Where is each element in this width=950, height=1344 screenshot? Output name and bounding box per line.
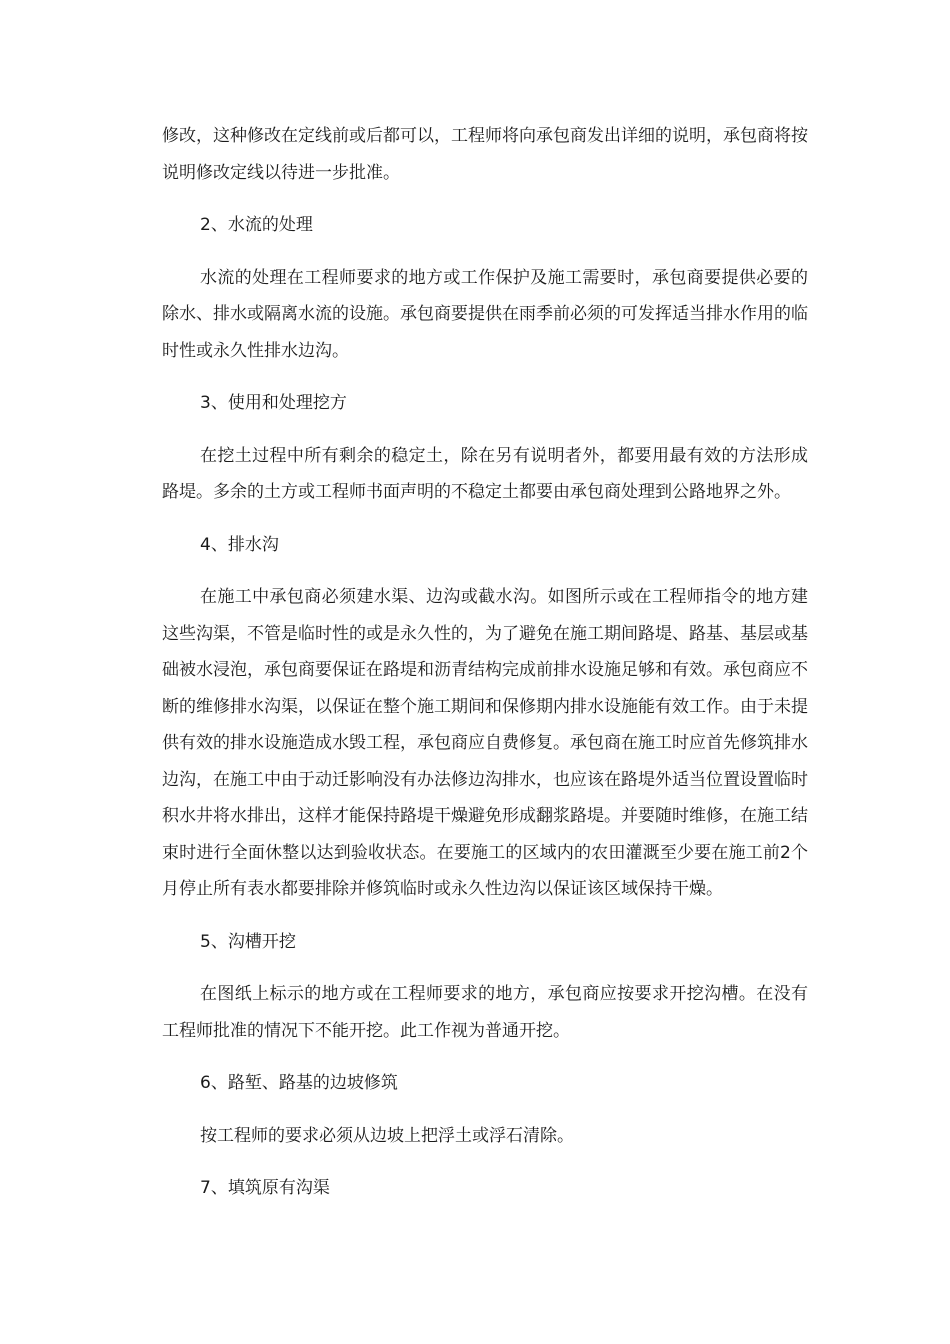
- paragraph-slope-finishing: 按工程师的要求必须从边坡上把浮土或浮石清除。: [200, 1125, 574, 1146]
- section-heading-7: 7、填筑原有沟渠: [200, 1178, 330, 1198]
- spacer: [162, 244, 808, 260]
- spacer: [162, 511, 808, 527]
- spacer: [162, 1049, 808, 1065]
- spacer: [162, 960, 808, 976]
- section-heading-3: 3、使用和处理挖方: [200, 393, 347, 413]
- section-heading-4: 4、排水沟: [200, 534, 279, 555]
- spacer: [162, 908, 808, 924]
- paragraph-drainage-ditch: 在施工中承包商必须建水渠、边沟或截水沟。如图所示或在工程师指令的地方建这些沟渠，不管是临时性的或是永久性的，为了避免在施工期间路堤、路基、基层或基础被水浸泡，承包商要保证在路堤和沥青结构完成前排水设施足够和有效。承包商应不断的维修排水沟渠，以保证在整个施工期间和保修期内排水设施能有效工作。由于未提供有效的排水设施造成水毁工程，承包商应自费修复。承包商在施工时应首先修筑排水边沟，在施工中由于动迁影响没有办法修边沟排水，也应该在路堤外适当位置设置临时积水井将水排出，这样才能保持路堤干燥避免形成翻浆路堤。并要随时维修，在施工结束时进行全面休整以达到验收状态。在要施工的区域内的农田灌溉至少要在施工前2个月停止所有表水都要排除并修筑临时或永久性边沟以保证该区域保持干燥。: [162, 587, 808, 899]
- spacer: [162, 422, 808, 438]
- document-body: [162, 118, 808, 1207]
- spacer: [162, 1102, 808, 1118]
- spacer: [162, 191, 808, 207]
- paragraph-trench-excavation: 在图纸上标示的地方或在工程师要求的地方，承包商应按要求开挖沟槽。在没有工程师批准的情况下不能开挖。此工作视为普通开挖。: [162, 984, 808, 1041]
- section-heading-5: 5、沟槽开挖: [200, 931, 296, 952]
- paragraph-water-handling: 水流的处理在工程师要求的地方或工作保护及施工需要时，承包商要提供必要的除水、排水或隔离水流的设施。承包商要提供在雨季前必须的可发挥适当排水作用的临时性或永久性排水边沟。: [162, 267, 808, 361]
- paragraph-continuation: 修改，这种修改在定线前或后都可以，工程师将向承包商发出详细的说明，承包商将按说明修改定线以待进一步批准。: [162, 126, 808, 183]
- spacer: [162, 563, 808, 579]
- section-heading-6: 6、路堑、路基的边坡修筑: [200, 1073, 398, 1093]
- paragraph-excavation-use: 在挖土过程中所有剩余的稳定土，除在另有说明者外，都要用最有效的方法形成路堤。多余的土方或工程师书面声明的不稳定土都要由承包商处理到公路地界之外。: [162, 445, 808, 502]
- spacer: [162, 369, 808, 385]
- section-heading-2: 2、水流的处理: [200, 215, 313, 235]
- spacer: [162, 1154, 808, 1170]
